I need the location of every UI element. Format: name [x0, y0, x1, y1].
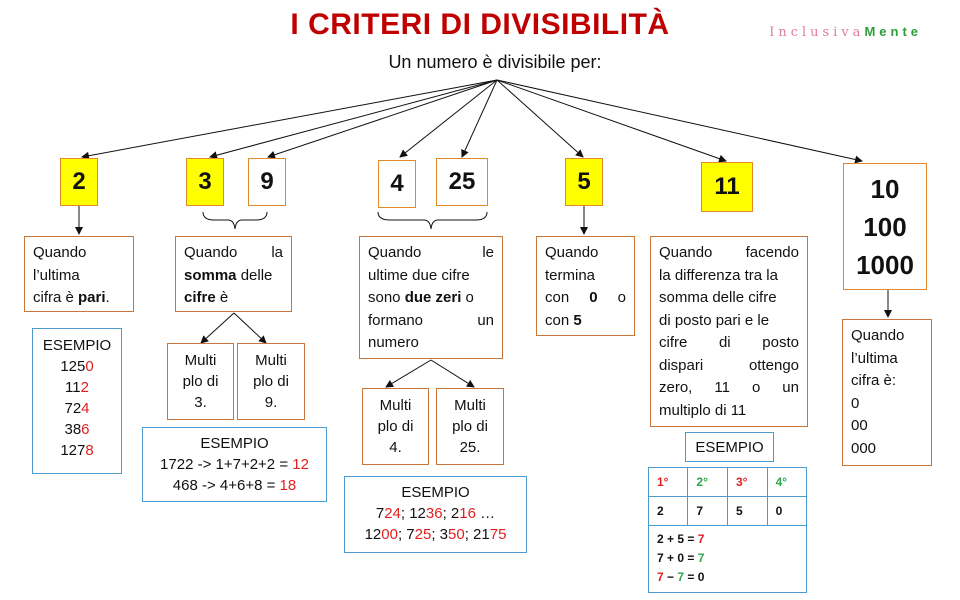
arrow-to-3: [210, 80, 497, 157]
page-title: I CRITERI DI DIVISIBILITÀ: [290, 8, 670, 41]
number-box-10-100-1000: [843, 163, 927, 290]
arrow-to-9: [268, 80, 497, 157]
arrow-to-10: [497, 80, 862, 161]
number-100: 100: [863, 211, 907, 242]
example-label: ESEMPIO: [401, 484, 470, 501]
number-10: 10: [870, 173, 900, 204]
example-number: 1278: [60, 442, 94, 459]
rule-box-5: Quando termina con 0 o con 5: [536, 236, 635, 336]
number-box-25: 25: [436, 158, 488, 206]
example-number: 386: [64, 421, 90, 438]
arrow-to-5: [497, 80, 583, 157]
table-cell: 5: [727, 497, 767, 526]
calculation: 2 + 5 = 7 7 + 0 = 7 7 − 7 = 0: [657, 532, 705, 584]
number-box-4: 4: [378, 160, 416, 208]
example-table-11: [648, 467, 807, 593]
arrow-to-2: [82, 80, 497, 157]
number-1000: 1000: [856, 249, 914, 280]
brace-3-9: [203, 212, 267, 229]
example-number: 724: [64, 400, 90, 417]
example-number: 1250: [60, 358, 94, 375]
example-label: ESEMPIO: [200, 435, 269, 452]
number-box-3: 3: [186, 158, 224, 206]
multiplo-9-box: Multi plo di 9.: [237, 343, 305, 420]
rule-box-2: Quando l’ultima cifra è pari.: [24, 236, 134, 312]
multiplo-25-box: Multi plo di 25.: [436, 388, 504, 465]
rule-box-4-25: Quando le ultime due cifre sono due zeri o formano un numero: [359, 236, 503, 359]
table-header: 3°: [727, 468, 767, 497]
table-header: 4°: [767, 468, 806, 497]
subtitle: Un numero è divisibile per:: [388, 52, 602, 72]
example-label: ESEMPIO: [42, 337, 112, 354]
rule-box-3-9: Quando la somma delle cifre è: [175, 236, 292, 312]
table-cell: 0: [767, 497, 806, 526]
table-header: 2°: [688, 468, 728, 497]
example-box-3-9: ESEMPIO 1722 -> 1+7+2+2 = 12 468 -> 4+6+8 = 18: [142, 427, 327, 502]
arrow-to-11: [497, 80, 726, 161]
example-box-2: [32, 328, 122, 474]
brace-4-25: [378, 212, 487, 229]
inclusivamente-logo: InclusivaMente: [769, 24, 922, 40]
example-number: 112: [65, 379, 89, 396]
number-box-11: 11: [701, 162, 753, 212]
table-cell: 2: [649, 497, 688, 526]
arrow-to-25: [462, 80, 497, 157]
multiplo-4-box: Multi plo di 4.: [362, 388, 429, 465]
rule-box-10-100-1000: Quando l’ultima cifra è: 0 00 000: [842, 319, 932, 466]
number-box-2: 2: [60, 158, 98, 206]
example-box-4-25: ESEMPIO 724; 1236; 216 … 1200; 725; 350; 2175: [344, 476, 527, 553]
example-label-11: ESEMPIO: [685, 432, 774, 462]
number-box-5: 5: [565, 158, 603, 206]
rule-box-11: Quando facendo la differenza tra la somma delle cifre di posto pari e le cifre di posto dispari ottengo zero, 11 o un multiplo di 11: [650, 236, 808, 427]
multiplo-3-box: Multi plo di 3.: [167, 343, 234, 420]
number-box-9: 9: [248, 158, 286, 206]
table-cell: 7: [688, 497, 728, 526]
table-header: 1°: [649, 468, 688, 497]
arrow-to-4: [400, 80, 497, 157]
